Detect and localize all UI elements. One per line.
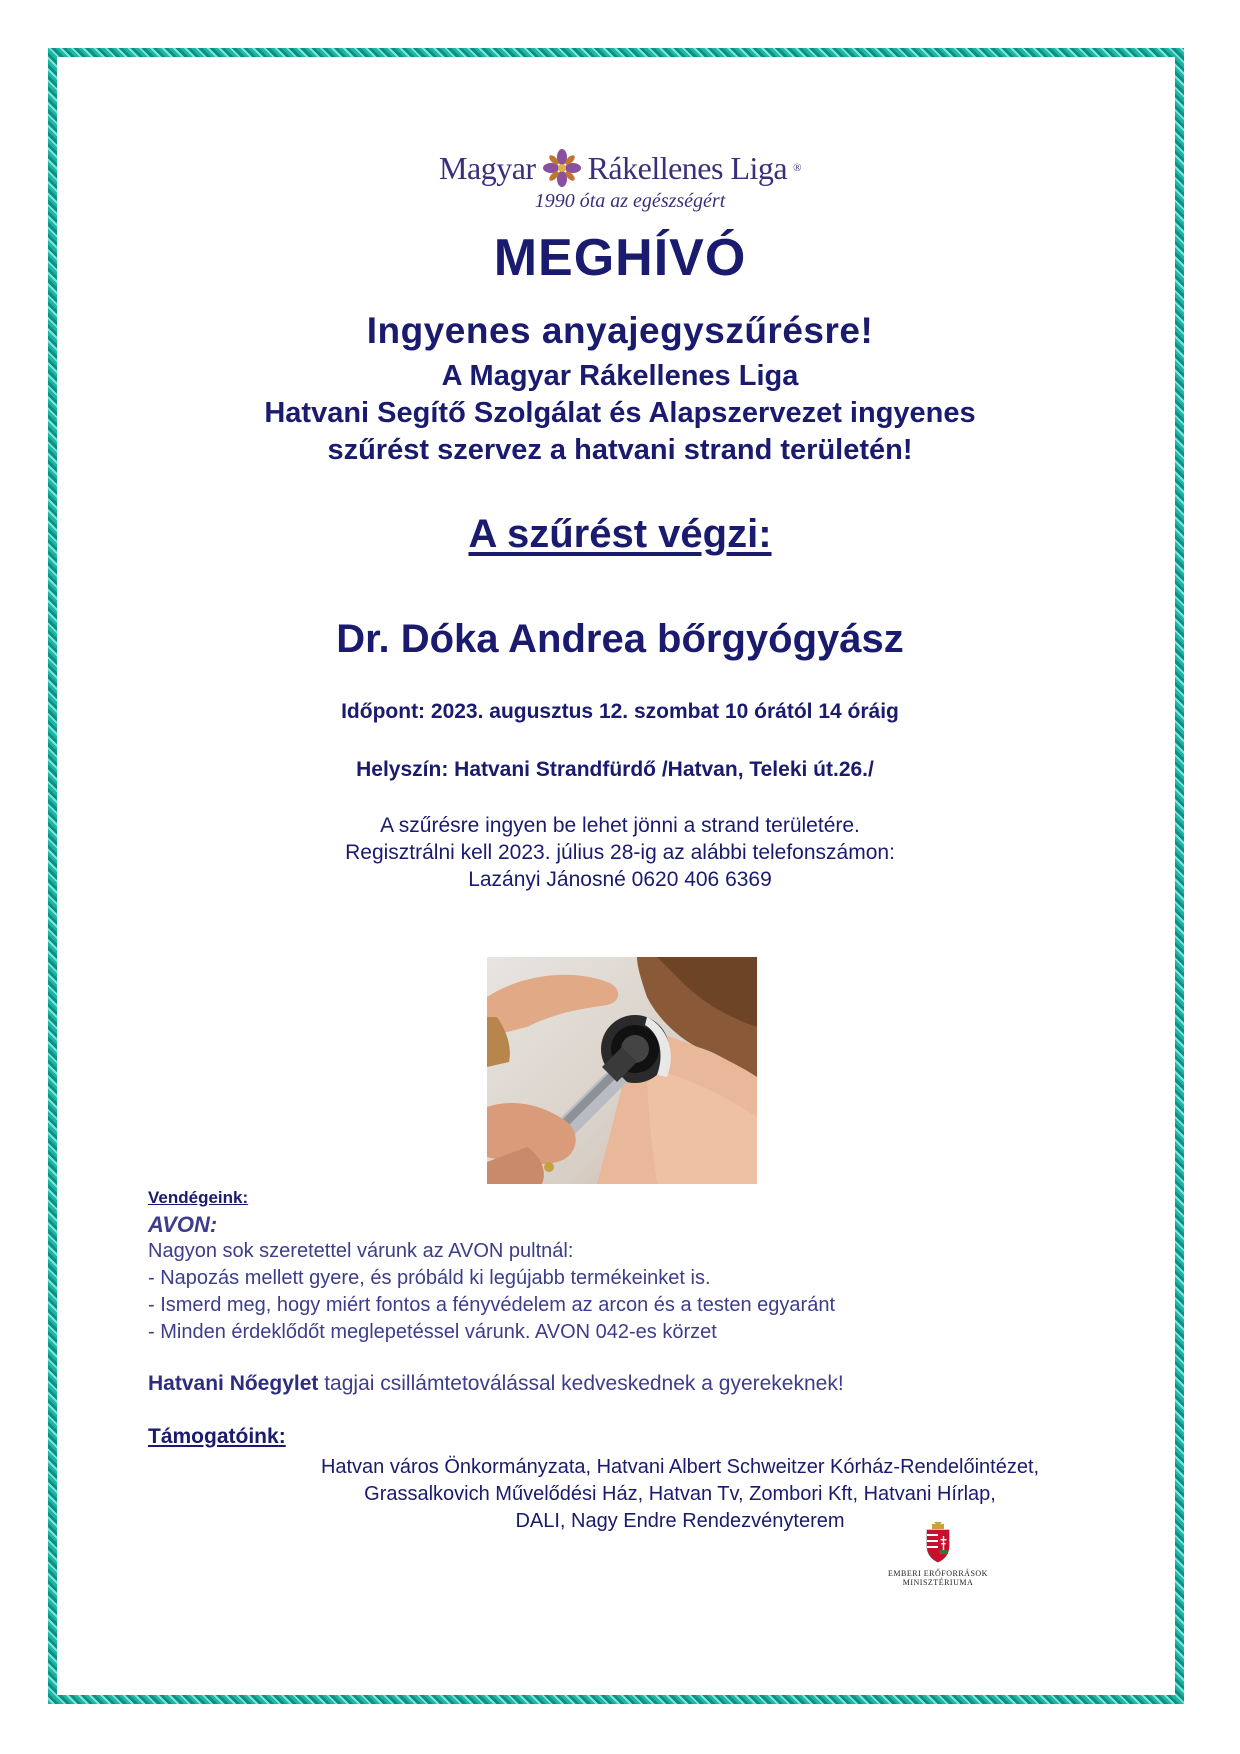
ministry-name-line: EMBERI ERŐFORRÁSOK bbox=[888, 1569, 988, 1578]
noegylet-note bbox=[148, 1372, 844, 1396]
event-time: Időpont: 2023. augusztus 12. szombat 10 órától 14 óráig bbox=[341, 700, 899, 723]
registered-mark: ® bbox=[793, 162, 801, 174]
logo-name-right: Rákellenes Liga bbox=[587, 149, 788, 186]
supporters-line: Grassalkovich Művelődési Ház, Hatvan Tv, Zombori Kft, Hatvani Hírlap, bbox=[364, 1483, 996, 1505]
registration-info bbox=[0, 812, 1240, 893]
performer-heading bbox=[0, 512, 1240, 557]
guest-line: - Napozás mellett gyere, és próbáld ki legújabb termékeinket is. bbox=[148, 1267, 711, 1289]
noegylet-name: Hatvani Nőegylet bbox=[148, 1372, 319, 1395]
logo-tagline: 1990 óta az egészségért bbox=[534, 190, 726, 212]
dermatoscope-photo bbox=[487, 957, 757, 1184]
flower-icon bbox=[542, 148, 582, 188]
guests-section bbox=[148, 1184, 1108, 1346]
page-subtitle: Ingyenes anyajegyszűrésre! bbox=[366, 310, 874, 351]
info-line: Regisztrálni kell 2023. július 28-ig az alábbi telefonszámon: bbox=[345, 841, 895, 864]
ministry-name-line: MINISZTÉRIUMA bbox=[902, 1578, 974, 1587]
ministry-logo bbox=[888, 1520, 988, 1587]
avon-title: AVON: bbox=[148, 1212, 218, 1237]
guest-line: - Minden érdeklődőt meglepetéssel várunk. AVON 042-es körzet bbox=[148, 1321, 717, 1343]
guest-line: Nagyon sok szeretettel várunk az AVON pultnál: bbox=[148, 1240, 574, 1262]
organizer-block bbox=[0, 358, 1240, 469]
supporters-label bbox=[148, 1425, 286, 1449]
guests-label: Vendégeink: bbox=[148, 1188, 249, 1207]
league-logo bbox=[0, 148, 1240, 213]
contact-phone: Lazányi Jánosné 0620 406 6369 bbox=[468, 868, 772, 891]
supporters-list bbox=[0, 1454, 1240, 1535]
event-place: Helyszín: Hatvani Strandfürdő /Hatvan, Teleki út.26./ bbox=[356, 758, 874, 781]
organizer-line: A Magyar Rákellenes Liga bbox=[441, 360, 799, 392]
coat-of-arms-icon bbox=[923, 1520, 953, 1564]
logo-name-left: Magyar bbox=[439, 149, 536, 186]
info-line: A szűrésre ingyen be lehet jönni a strand területére. bbox=[380, 814, 860, 837]
performer-heading-text: A szűrést végzi: bbox=[468, 512, 772, 556]
organizer-line: Hatvani Segítő Szolgálat és Alapszervezet ingyenes bbox=[264, 397, 976, 429]
noegylet-text: tagjai csillámtetoválással kedveskednek a gyerekeknek! bbox=[318, 1372, 844, 1395]
supporters-line: DALI, Nagy Endre Rendezvényterem bbox=[515, 1510, 845, 1532]
doctor-name: Dr. Dóka Andrea bőrgyógyász bbox=[336, 617, 904, 661]
supporters-label-colon: : bbox=[278, 1425, 286, 1448]
supporters-label-text: Támogatóink bbox=[148, 1425, 279, 1448]
page-title: MEGHÍVÓ bbox=[493, 229, 747, 287]
organizer-line: szűrést szervez a hatvani strand területén! bbox=[327, 434, 913, 466]
supporters-line: Hatvan város Önkormányzata, Hatvani Albert Schweitzer Kórház-Rendelőintézet, bbox=[320, 1456, 1040, 1478]
guest-line: - Ismerd meg, hogy miért fontos a fényvédelem az arcon és a testen egyaránt bbox=[148, 1294, 836, 1316]
